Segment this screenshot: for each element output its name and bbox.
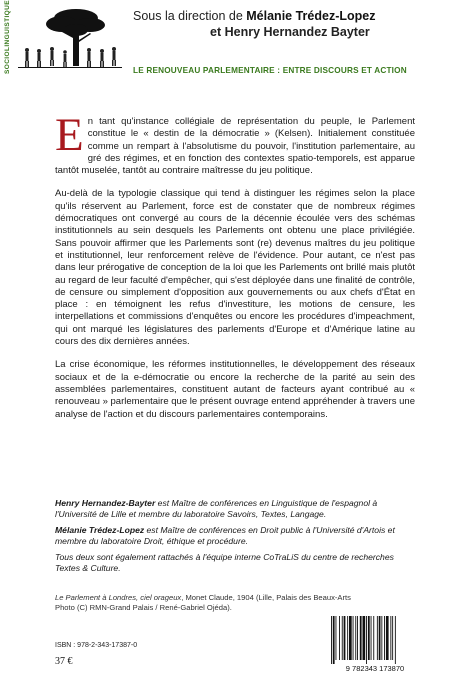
- bio-name-1: Henry Hernandez-Bayter: [55, 498, 156, 508]
- editors-line-1: [133, 8, 375, 24]
- book-title: LE RENOUVEAU PARLEMENTAIRE : ENTRE DISCOURS ET ACTION: [133, 66, 407, 75]
- credit-line-1: [55, 593, 395, 603]
- credit-line-2: Photo (C) RMN-Grand Palais / René-Gabriel Ojéda).: [55, 603, 232, 612]
- barcode-digits: 9 782343 173870: [345, 664, 405, 673]
- bio-name-2: Mélanie Trédez-Lopez: [55, 524, 145, 535]
- bio-tredez-lopez: [55, 525, 415, 548]
- paragraph-2: Au-delà de la typologie classique qui tend à distinguer les régimes selon la place qu'ils réservent au Parlement, force est de constater que de nombreux régimes démocratiques ont convergé au cours de la décennie écoulée vers des schémas institutionnels au sein desquels les Parlements ont obtenu une place privilégiée. Sans pouvoir affirmer que les Parlements sont (re) devenus maîtres du jeu politique et institutionnel, leur renforcement relève de l'évidence. Pour autant, ce n'est pas dans leur prérogative de conception de la loi que les Parlements ont brillé mais plutôt au regard de leur faculté d'empêcher, qui s'est déployée dans une finalité de contrôle, de censure ou simplement d'opposition aux gouvernements ou aux chefs d'État en place : en témoignent les refus d'investiture, les motions de censure, les interpellations et commissions d'enquêtes ou encore les procédures d'impeachment, qui ont marqué les législatures des parlements d'Europe et d'Amérique latine au cours des dix dernières années.: [55, 188, 415, 348]
- cover-image-credit: [55, 593, 395, 613]
- author-bios: [55, 498, 415, 578]
- drop-cap: E: [55, 109, 84, 161]
- tree-with-people-logo: [16, 4, 124, 74]
- price: 37 €: [55, 656, 73, 667]
- bio-hernandez-bayter: [55, 498, 415, 521]
- editor-name-1: Mélanie Trédez-Lopez: [246, 9, 376, 23]
- paragraph-1: [55, 109, 415, 177]
- series-label: SOCIOLINGUISTIQUE: [4, 0, 11, 74]
- bio-text-1: est Maître de conférences en Linguistique de l'espagnol à l'Université de Lille et membre du laboratoire Savoirs, Textes, Langage.: [55, 498, 378, 520]
- editors-prefix: Sous la direction de: [133, 9, 247, 23]
- editors-block: [133, 8, 375, 40]
- barcode: [325, 612, 425, 674]
- spine-band: [0, 0, 14, 75]
- bio-text-2: est Maître de conférences en Droit public à l'Université d'Artois et membre du laboratoire Droit, éthique et procédure.: [55, 524, 395, 547]
- paragraph-1-text: n tant qu'instance collégiale de représentation du peuple, le Parlement constitue le « destin de la démocratie » (Kelsen). Initialement constituée comme un rempart à l'absolutisme du pouvoir, l'institution parlementaire, au gré des régimes, et en fonction des contextes spatio-temporels, est apparue tantôt muselée, tantôt au contraire maîtresse du jeu politique.: [55, 116, 415, 177]
- barcode-bars: [331, 616, 396, 664]
- isbn: ISBN : 978-2-343-17387-0: [55, 642, 138, 649]
- back-cover-text: [55, 109, 415, 432]
- bio-team: Tous deux sont également rattachés à l'équipe interne CoTraLiS du centre de recherches Textes & Culture.: [55, 551, 394, 574]
- editor-name-2: et Henry Hernandez Bayter: [210, 25, 370, 39]
- paragraph-3: La crise économique, les réformes institutionnelles, le développement des réseaux sociaux et de la e-démocratie ou encore la recherche de la parité au sein des assemblées parlementaires, constituent autant de facteurs ayant contribué au « renouveau » parlementaire que le présent ouvrage entend appréhender à travers une analyse de l'action et du discours parlementaires contemporains.: [55, 359, 415, 420]
- artwork-details: , Monet Claude, 1904 (Lille, Palais des Beaux-Arts: [181, 593, 351, 602]
- artwork-title: Le Parlement à Londres, ciel orageux: [55, 593, 182, 602]
